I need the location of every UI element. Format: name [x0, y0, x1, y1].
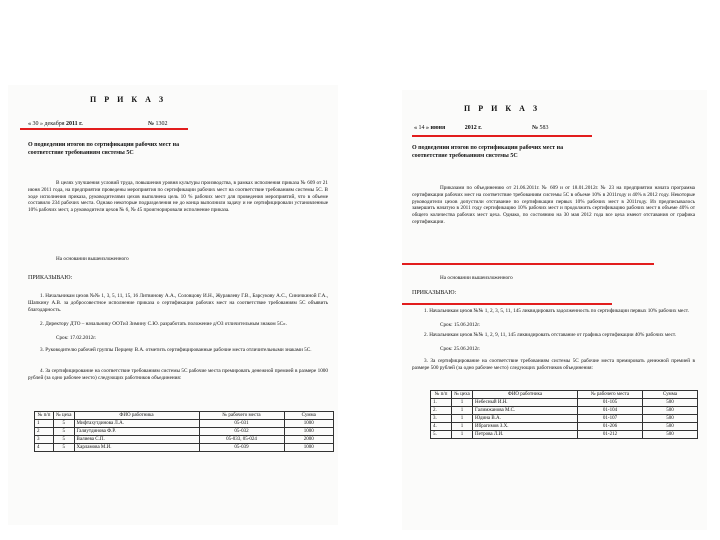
table-cell: 1: [452, 399, 473, 407]
left-item-2-deadline: Срок: 17.02.2012г.: [56, 335, 97, 341]
table-cell: 05-033, 05-024: [199, 436, 284, 444]
left-number-sign: №: [148, 121, 155, 127]
table-cell: 3.: [431, 415, 452, 423]
table-cell: 5: [54, 436, 75, 444]
right-body: Приказами по объединению от 21.06.2011г. № 609 и от 18.01.2012г. № 23 на предприятии начата программа сертификации рабочих мест на соответствие требованиям системы 5С в объеме 10% в 2011году и 40% в 2012 году. Некоторые руководители цехов допустили отставание по сертификации первых 10% рабочих мест в 2011году. Из предписывалось завершить начатую в 2011 году сертификацию 10% рабочих мест и продолжить сертификацию рабочих мест в объеме 40% от общего количества рабочих мест цеха. Однако, по состоянию на 30 мая 2012 года все цеха имеют отставания от графика сертификации.: [412, 185, 695, 225]
table-header: № цеха: [452, 391, 473, 399]
table-cell: 01-107: [578, 415, 643, 423]
table-row: [35, 428, 334, 436]
table-cell: 4: [35, 444, 54, 452]
table-header: ФИО работника: [74, 412, 199, 420]
table-header: Сумма: [643, 391, 698, 399]
table-header: Сумма: [284, 412, 333, 420]
right-date-line: [414, 125, 482, 132]
table-cell: 500: [643, 431, 698, 439]
right-body-last: На основании вышеизложенного: [440, 275, 513, 281]
left-bonus-table: [34, 411, 334, 452]
table-cell: 500: [643, 415, 698, 423]
table-cell: 1: [452, 431, 473, 439]
table-header: № рабочего места: [199, 412, 284, 420]
right-date-quote: «: [414, 125, 417, 131]
table-header-row: [431, 391, 698, 399]
table-cell: 1.: [431, 399, 452, 407]
right-order-word: ПРИКАЗЫВАЮ:: [412, 290, 457, 296]
table-cell: 05-039: [199, 444, 284, 452]
table-cell: 500: [643, 407, 698, 415]
table-cell: 5: [54, 420, 75, 428]
table-cell: Галимжанова М.С.: [473, 407, 578, 415]
table-cell: 1: [452, 423, 473, 431]
right-item-3: 3. За сертифицирование на соответствие требованиям системы 5С рабочие места премировать денежной премией в размере 500 рублей (за одно рабочее место) следующих работников объединения:: [412, 358, 695, 371]
left-body: В целях улучшения условий труда, повышения уровня культуры производства, в рамках исполнения приказа № 609 от 21 июня 2011 года, на предприятии проведены мероприятия по сертификации рабочих мест на соответствие требованиям системы 5С. В ходе исполнения приказа, руководителями цехов выполнена цель 10 % рабочих мест для проведения мероприятий, что в объеме составило 234 рабочих места. Однако некоторые подразделения не до конца выполнили задачу и не сертифицировали установленные 10% рабочих мест, а руководители цехов № 6, № 45 проигнорировали исполнение приказа.: [28, 180, 328, 214]
right-body-red-underline: [402, 263, 654, 265]
table-cell: 1000: [284, 420, 333, 428]
right-subject: О подведении итогов по сертификации рабочих мест на соответствие требованиям системы 5С: [412, 145, 564, 159]
table-row: [35, 436, 334, 444]
table-header-row: [35, 412, 334, 420]
table-cell: 01-104: [578, 407, 643, 415]
table-cell: 4.: [431, 423, 452, 431]
left-date-line: [28, 121, 83, 128]
left-order-word: ПРИКАЗЫВАЮ:: [28, 275, 73, 281]
table-cell: 01-105: [578, 399, 643, 407]
table-cell: Галяутдинова Ф.Р.: [74, 428, 199, 436]
table-header: № рабочего места: [578, 391, 643, 399]
left-date-red-underline: [20, 128, 188, 130]
table-cell: 05-031: [199, 420, 284, 428]
table-cell: 1000: [284, 444, 333, 452]
right-number-value: 583: [539, 125, 549, 131]
right-date-red-underline: [412, 135, 592, 137]
table-row: [35, 444, 334, 452]
left-number: [148, 121, 168, 128]
table-header: № п/п: [431, 391, 452, 399]
table-header: ФИО работника: [473, 391, 578, 399]
right-item-2-deadline: Срок: 25.06.2012г.: [440, 346, 481, 352]
right-number-sign: №: [532, 125, 539, 131]
table-cell: 500: [643, 423, 698, 431]
right-order-title: П Р И К А З: [464, 104, 541, 113]
left-date-quote: «: [28, 121, 31, 127]
right-number: [532, 125, 549, 132]
right-date-month: » июня: [426, 125, 446, 131]
table-row: [35, 420, 334, 428]
table-cell: 1: [35, 420, 54, 428]
table-cell: 01-206: [578, 423, 643, 431]
right-item-1-deadline: Срок: 15.06.2012г.: [440, 322, 481, 328]
left-item-4: 4. За сертифицирование на соответствие требованиям системы 5С рабочие места премировать денежной премией в размере 1000 рублей (за одно рабочее место) следующих работников объединения:: [28, 368, 328, 381]
left-item-3: 3. Руководителю рабочей группы Перцеву В.А. отметить сертифицированные рабочие места отличительными знаками 5С.: [40, 347, 312, 353]
table-header: № п/п: [35, 412, 54, 420]
table-cell: 5.: [431, 431, 452, 439]
table-row: [431, 431, 698, 439]
left-order-document: [8, 85, 338, 525]
table-row: [431, 399, 698, 407]
left-date-day: 30: [32, 121, 39, 127]
table-cell: 500: [643, 399, 698, 407]
table-cell: 2: [35, 428, 54, 436]
left-date-month: » декабря: [40, 121, 65, 127]
left-subject: О подведении итогов по сертификации рабочих мест на соответствие требованиям системы 5С: [28, 142, 180, 156]
right-order-red-underline: [402, 303, 612, 305]
table-cell: Небесный И.Н.: [473, 399, 578, 407]
right-item-1: 1. Начальникам цехов №№ 1, 2, 3, 5, 11, 145 ликвидировать задолженность по сертификации первых 10% рабочих мест.: [424, 308, 689, 314]
table-cell: Петрова Л.И.: [473, 431, 578, 439]
table-cell: Валиева С.П.: [74, 436, 199, 444]
table-cell: 1: [452, 415, 473, 423]
right-date-year: 2012 г.: [464, 125, 482, 131]
left-item-2: 2. Директору ДТО – начальнику ООТиЗ Зимину С.Ю. разработать положение д/ОЗ отличительным знаком 5С».: [40, 321, 287, 327]
left-item-1: 1. Начальникам цехов №№ 1, 3, 5, 11, 15, 16 Литвинову А.А., Соловцову И.Н., Журавлеву Г.В., Барсукову А.С., Синичкиной Г.А., Шапкину А.В. за добросовестное исполнение приказа о сертификации рабочих мест на соответствие требованиям 5С объявить благодарность.: [28, 293, 328, 313]
table-row: [431, 407, 698, 415]
left-order-title: П Р И К А З: [90, 95, 167, 104]
right-date-day: 14: [418, 125, 425, 131]
table-cell: Мифтахутдинова Л.А.: [74, 420, 199, 428]
table-row: [431, 415, 698, 423]
table-cell: 5: [54, 428, 75, 436]
table-cell: 05-032: [199, 428, 284, 436]
left-body-last: На основании вышеизложенного: [56, 256, 129, 262]
right-order-document: [402, 90, 707, 530]
left-number-value: 1302: [155, 121, 168, 127]
right-bonus-table: [430, 390, 698, 439]
table-cell: Ибрагимов З.Х.: [473, 423, 578, 431]
left-date-year: 2011 г.: [66, 121, 83, 127]
table-cell: 2000: [284, 436, 333, 444]
table-cell: Харламова М.И.: [74, 444, 199, 452]
table-cell: 2.: [431, 407, 452, 415]
table-cell: Юдина В.А.: [473, 415, 578, 423]
table-cell: 1000: [284, 428, 333, 436]
table-cell: 5: [54, 444, 75, 452]
table-header: № цеха: [54, 412, 75, 420]
table-cell: 3: [35, 436, 54, 444]
table-row: [431, 423, 698, 431]
right-item-2: 2. Начальникам цехов №№ 1, 2, 9, 11, 145 ликвидировать отставание от графика сертификации 40% рабочих мест.: [424, 332, 677, 338]
table-cell: 1: [452, 407, 473, 415]
table-cell: 01-212: [578, 431, 643, 439]
